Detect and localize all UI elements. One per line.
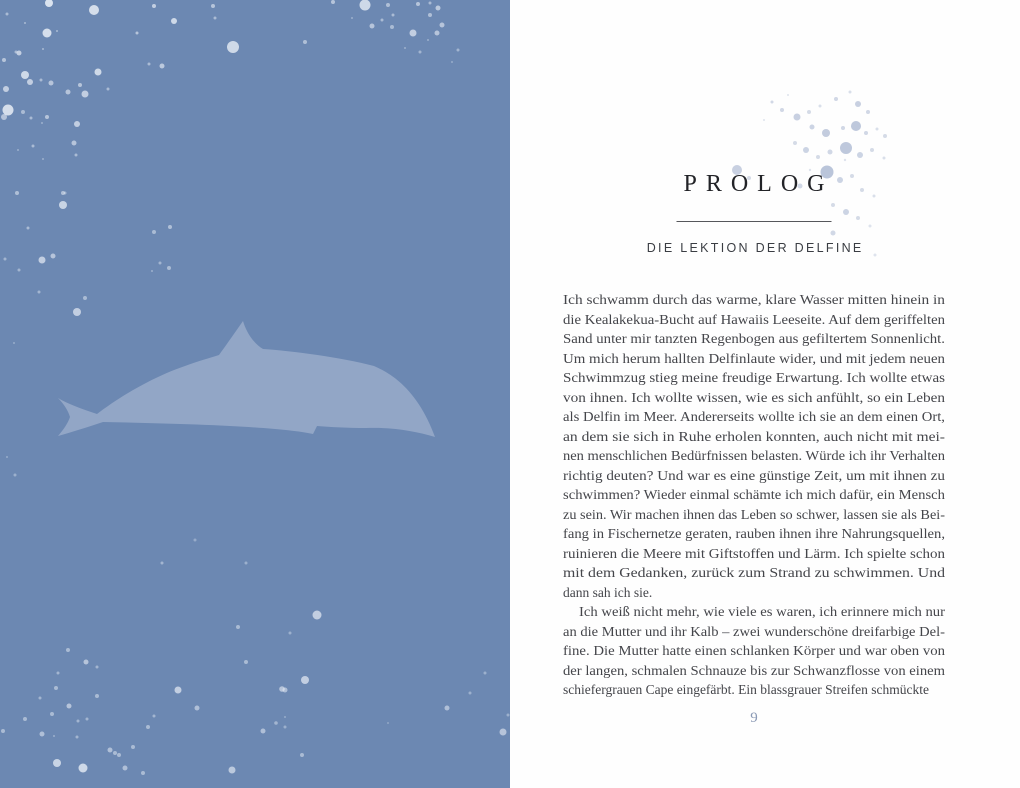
text-line: an die Mutter und ihr Kalb – zwei wunderschöne dreifarbige Del- — [563, 623, 945, 639]
text-line: dann sah ich sie. — [563, 584, 653, 600]
page-content — [563, 0, 945, 788]
text-line: Ich weiß nicht mehr, wie viele es waren, ich erinnere mich nur — [579, 604, 946, 619]
text-line: die Kealakekua-Bucht auf Hawaiis Leeseite. Auf dem geriffelten — [563, 311, 946, 327]
title-divider — [677, 221, 832, 222]
text-line: richtig deuten? Und war es eine günstige Zeit, um mit ihnen zu — [563, 467, 945, 483]
text-line: zu sein. Wir machen ihnen das Leben so schwer, lassen sie als Bei- — [563, 506, 945, 522]
text-line: Sand unter mir tanzten Regenbogen aus gefiltertem Sonnenlicht. — [563, 331, 945, 346]
text-line: an dem sie sich in Ruhe erholen konnten, auch nicht mit mei- — [563, 428, 945, 444]
text-line: Ich schwamm durch das warme, klare Wasser mitten hinein in — [563, 292, 945, 307]
chapter-subtitle: DIE LEKTION DER DELFINE — [646, 241, 864, 255]
body-text — [563, 290, 945, 700]
page-number: 9 — [750, 710, 758, 726]
text-line: Um mich herum hallten Delfinlaute wider, und mit jedem neuen — [563, 350, 946, 366]
text-line: fang in Fischernetze geraten, rauben ihnen ihre Nahrungsquellen, — [563, 526, 945, 541]
text-line: schiefergrauen Cape eingefärbt. Ein blassgrauer Streifen schmückte — [563, 682, 929, 697]
text-line: fine. Die Mutter hatte einen schlanken Körper und war oben von — [563, 643, 945, 658]
text-line: als Delfin im Meer. Andererseits wollte ich sie an dem einen Ort, — [563, 409, 945, 424]
text-line: schwimmen? Wieder einmal schämte ich mich dafür, ein Mensch — [563, 487, 945, 502]
text-line: Schwimmzug stieg meine freudige Erwartung. Ich wollte etwas — [563, 370, 946, 385]
text-line: nen menschlichen Bedürfnissen belasten. Würde ich ihr Verhalten — [563, 448, 945, 463]
right-page — [510, 0, 1020, 788]
chapter-title: PROLOG — [683, 171, 834, 197]
text-line: mit dem Gedanken, zurück zum Strand zu schwimmen. Und — [563, 565, 946, 580]
text-line: ruinieren die Meere mit Giftstoffen und Lärm. Ich spielte schon — [563, 545, 946, 561]
text-line: der langen, schmalen Schnauze bis zur Schwanzflosse von einem — [563, 662, 946, 678]
text-line: von ihnen. Ich wollte wissen, wie es sich anfühlt, so ein Leben — [563, 389, 946, 405]
